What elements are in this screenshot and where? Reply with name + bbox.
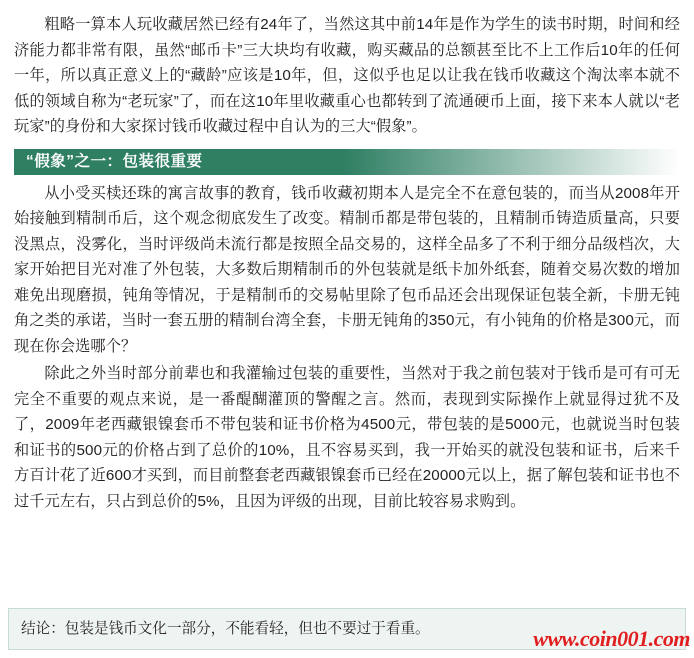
heading-bar-gradient (344, 149, 680, 175)
intro-paragraph: 粗略一算本人玩收藏居然已经有24年了，当然这其中前14年是作为学生的读书时期，时间和经济能力都非常有限，虽然“邮币卡”三大块均有收藏，购买藏品的总额甚至比不上工作后10年的任何一年，所以真正意义上的“藏龄”应该是10年，但，这似乎也足以让我在钱币收藏这个淘汰率本就不低的领域自称为“老玩家”了，而在这10年里收藏重心也都转到了流通硬币上面，接下来本人就以“老玩家”的身份和大家探讨钱币收藏过程中自认为的三大“假象”。 (14, 16, 680, 135)
conclusion-text: 结论：包装是钱币文化一部分，不能看轻，但也不要过于看重。 (21, 621, 430, 637)
section-heading-label: “假象”之一：包装很重要 (26, 152, 203, 170)
site-watermark: www.coin001.com (533, 626, 690, 651)
section-heading (14, 149, 680, 175)
section-paragraph-1: 从小受买椟还珠的寓言故事的教育，钱币收藏初期本人是完全不在意包装的，而当从2008年开始接触到精制币后，这个观念彻底发生了改变。精制币都是带包装的，且精制币铸造质量高，只要没黑点，没雾化，当时评级尚未流行都是按照全品交易的，这样全品多了不利于细分品级档次，大家开始把目光对准了外包装，大多数后期精制币的外包装就是纸卡加外纸套，随着交易次数的增加难免出现磨损，钝角等情况，于是精制币的交易帖里除了包币品还会出现保证包装全新，卡册无钝角之类的承诺，当时一套五册的精制台湾全套，卡册无钝角的350元，有小钝角的价格是300元，而现在你会选哪个？ (14, 184, 680, 355)
section-paragraph-2: 除此之外当时部分前辈也和我灌输过包装的重要性，当然对于我之前包装对于钱币是可有可无完全不重要的观点来说，是一番醍醐灌顶的警醒之言。然而，表现到实际操作上就显得过犹不及了，2009年老西藏银镍套币不带包装和证书价格为4500元，带包装的是5000元，也就说当时包装和证书的500元的价格占到了总价的10%，且不容易买到，我一开始买的就没包装和证书，后来千方百计花了近600才买到，而目前整套老西藏银镍套币已经在20000元以上，据了解包装和证书也不过千元左右，只占到总价的5%，且因为评级的出现，目前比较容易求购到。 (14, 365, 680, 510)
